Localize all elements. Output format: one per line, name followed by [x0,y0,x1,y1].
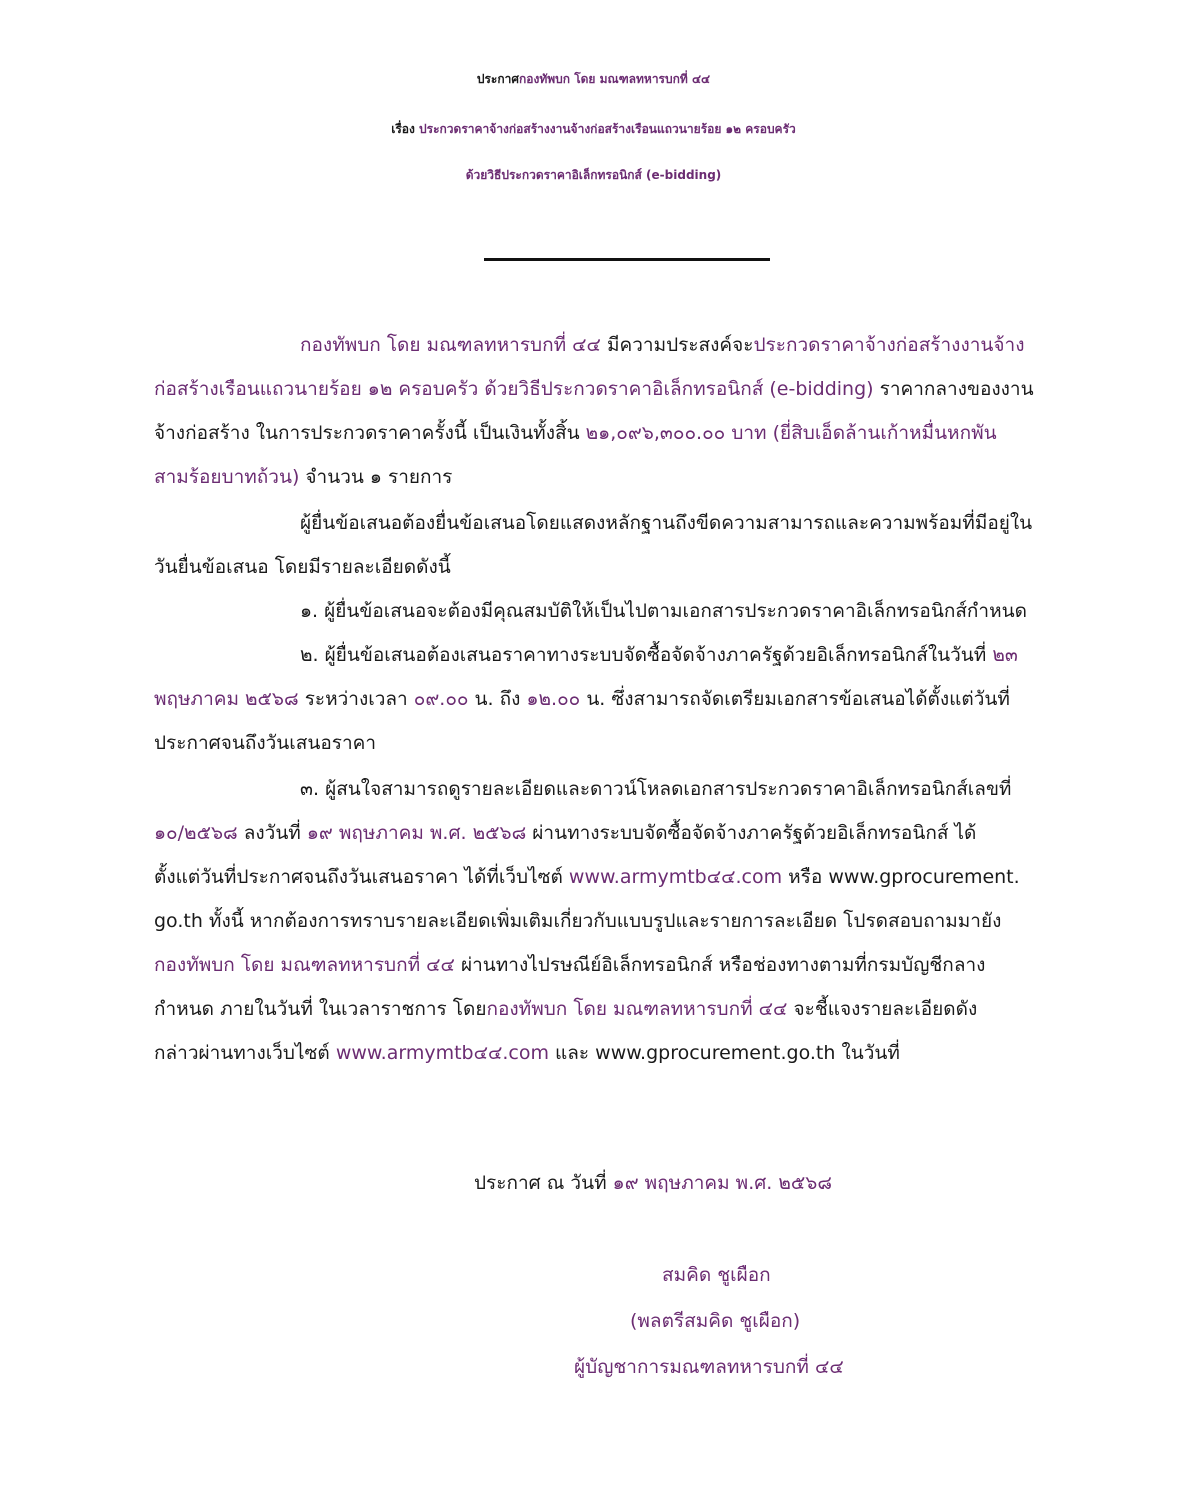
signer-full-name: (พลตรีสมคิด ชูเผือก) [630,1310,801,1332]
item-3-text: ผ่านทางไปรษณีย์อิเล็กทรอนิกส์ หรือช่องทางตามที่กรมบัญชีกลาง [454,954,986,976]
project-name: ประกวดราคาจ้างก่อสร้างงานจ้าง [753,334,1025,356]
agency-name: กองทัพบก โดย มณฑลทหารบกที่ ๔๔ [154,954,455,976]
announcement-subject [0,116,1187,142]
project-name: ก่อสร้างเรือนแถวนายร้อย ๑๒ ครอบครัว ด้วยวิธีประกวดราคาอิเล็กทรอนิกส์ (e-bidding) [154,378,874,400]
item-3-text: ลงวันที่ [237,822,307,844]
item-2-text: ระหว่างเวลา [298,688,414,710]
item-2-line1 [300,642,1018,668]
title-prefix: ประกาศ [476,72,519,86]
subject-text: ประกวดราคาจ้างก่อสร้างงานจ้างก่อสร้างเรือนแถวนายร้อย ๑๒ ครอบครัว [419,122,796,136]
item-3-line4: go.th ทั้งนี้ หากต้องการทราบรายละเอียดเพิ่มเติมเกี่ยวกับแบบรูปและรายการละเอียด โปรดสอบถามมายัง [154,910,1002,932]
item-2-line2 [154,686,1010,712]
date-label: ประกาศ ณ วันที่ [474,1172,613,1194]
p1-line1 [300,332,1024,358]
p1-text: จ้างก่อสร้าง ในการประกวดราคาครั้งนี้ เป็นเงินทั้งสิ้น [154,422,586,444]
signer-name: สมคิด ชูเผือก [662,1264,771,1286]
item-3-text: กล่าวผ่านทางเว็บไซต์ [154,1042,336,1064]
bid-time-start: ๐๙.๐๐ [413,688,469,710]
bid-time-end: ๑๒.๐๐ [526,688,581,710]
item-3-line7 [154,1040,900,1066]
website-link[interactable]: www.armymtb๔๔.com [568,866,783,888]
announcement-method: ด้วยวิธีประกวดราคาอิเล็กทรอนิกส์ (e-bidding) [465,168,722,182]
document-number: ๑๐/๒๕๖๘ [154,822,238,844]
item-1: ๑. ผู้ยื่นข้อเสนอจะต้องมีคุณสมบัติให้เป็นไปตามเอกสารประกวดราคาอิเล็กทรอนิกส์กำหนด [300,600,1027,622]
p1-line4 [154,464,452,490]
item-3-text: และ www.gprocurement.go.th ในวันที่ [549,1042,900,1064]
document-date: ๑๙ พฤษภาคม พ.ศ. ๒๕๖๘ [306,822,527,844]
p2-line1: ผู้ยื่นข้อเสนอต้องยื่นข้อเสนอโดยแสดงหลักฐานถึงขีดความสามารถและความพร้อมที่มีอยู่ใน [300,512,1033,534]
website-link[interactable]: www.armymtb๔๔.com [335,1042,549,1064]
item-2-text: น. ซึ่งสามารถจัดเตรียมเอกสารข้อเสนอได้ตั้งแต่วันที่ [580,688,1010,710]
bid-date: ๒๓ [992,644,1018,666]
announcement-date [474,1170,832,1196]
item-3-line6 [154,996,977,1022]
item-2-text: ๒. ผู้ยื่นข้อเสนอต้องเสนอราคาทางระบบจัดซื้อจัดจ้างภาครัฐด้วยอิเล็กทรอนิกส์ในวันที่ [300,644,993,666]
announcement-title [0,66,1187,92]
budget-amount: สามร้อยบาทถ้วน) [154,466,300,488]
date-value: ๑๙ พฤษภาคม พ.ศ. ๒๕๖๘ [612,1172,833,1194]
header-divider [484,258,770,261]
item-3-text: กำหนด ภายในวันที่ ในเวลาราชการ โดย [154,998,487,1020]
item-3-line2 [154,820,976,846]
item-3-text: ตั้งแต่วันที่ประกาศจนถึงวันเสนอราคา ได้ที่เว็บไซต์ [154,866,569,888]
item-3-text: ผ่านทางระบบจัดซื้อจัดจ้างภาครัฐด้วยอิเล็กทรอนิกส์ ได้ [526,822,977,844]
subject-label: เรื่อง [391,122,420,136]
p1-text: จำนวน ๑ รายการ [299,466,453,488]
p1-line3 [154,420,997,446]
item-3-text: จะชี้แจงรายละเอียดดัง [787,998,978,1020]
p1-line2 [154,376,1034,402]
p1-text: มีความประสงค์จะ [600,334,754,356]
agency-name: กองทัพบก โดย มณฑลทหารบกที่ ๔๔ [486,998,788,1020]
item-3-text: หรือ www.gprocurement. [782,866,1020,888]
item-2-text: น. ถึง [468,688,527,710]
p2-line2: วันยื่นข้อเสนอ โดยมีรายละเอียดดังนี้ [154,556,451,578]
item-3-line3 [154,864,1020,890]
p1-text: ราคากลางของงาน [873,378,1034,400]
item-3-line1: ๓. ผู้สนใจสามารถดูรายละเอียดและดาวน์โหลดเอกสารประกวดราคาอิเล็กทรอนิกส์เลขที่ [300,778,1012,800]
item-3-line5 [154,952,985,978]
item-2-line3: ประกาศจนถึงวันเสนอราคา [154,732,377,754]
title-agency: กองทัพบก โดย มณฑลทหารบกที่ ๔๔ [518,72,711,86]
budget-amount: ๒๑,๐๙๖,๓๐๐.๐๐ บาท (ยี่สิบเอ็ดล้านเก้าหมื่นหกพัน [585,422,997,444]
bid-date: พฤษภาคม ๒๕๖๘ [154,688,299,710]
agency-name: กองทัพบก โดย มณฑลทหารบกที่ ๔๔ [300,334,601,356]
signer-position: ผู้บัญชาการมณฑลทหารบกที่ ๔๔ [574,1356,844,1378]
